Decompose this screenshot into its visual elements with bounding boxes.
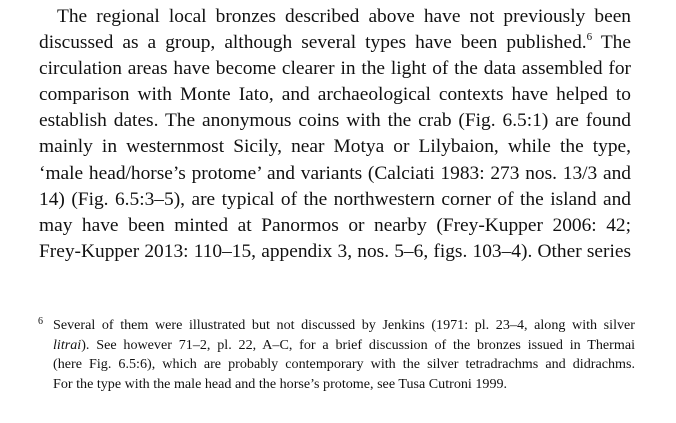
- body-line-6: mainly in westernmost Sicily, near Motya or Lilybaion, while the type,: [39, 136, 631, 158]
- footnote-line-2: [53, 336, 635, 356]
- body-line-3: circulation areas have become clearer in the light of the data assembled for: [39, 58, 631, 80]
- footnote-line-2-text: ). See however 71–2, pl. 22, A–C, for a brief discussion of the bronzes issued in Thermai: [81, 336, 635, 353]
- body-line-10: Frey-Kupper 2013: 110–15, appendix 3, nos. 5–6, figs. 103–4). Other series: [39, 240, 631, 262]
- footnote-marker: 6: [38, 316, 43, 327]
- body-line-8: 14) (Fig. 6.5:3–5), are typical of the northwestern corner of the island and: [39, 188, 631, 210]
- footnote-text: [53, 316, 635, 395]
- body-line-9: may have been minted at Panormos or nearby (Frey-Kupper 2006: 42;: [39, 214, 631, 236]
- body-paragraph: [39, 4, 631, 265]
- footnote-italic-term: litrai: [53, 336, 82, 353]
- footnote-reference[interactable]: 6: [586, 30, 593, 43]
- body-line-2-tail: The: [592, 32, 631, 54]
- body-line-1: The regional local bronzes described above have not previously been: [57, 6, 631, 27]
- footnote-line-1: Several of them were illustrated but not discussed by Jenkins (1971: pl. 23–4, along with silver: [53, 317, 635, 333]
- body-line-2-text: discussed as a group, although several types have been published.: [39, 32, 587, 54]
- footnote-line-3: (here Fig. 6.5:6), which are probably contemporary with the silver tetradrachms and didrachms.: [53, 356, 635, 373]
- body-line-2: [39, 30, 631, 56]
- body-line-7: ‘male head/horse’s protome’ and variants (Calciati 1983: 273 nos. 13/3 and: [39, 162, 631, 184]
- footnote-line-4: For the type with the male head and the horse’s protome, see Tusa Cutroni 1999.: [53, 376, 508, 393]
- body-line-4: comparison with Monte Iato, and archaeological contexts have helped to: [39, 84, 631, 106]
- body-line-5: establish dates. The anonymous coins with the crab (Fig. 6.5:1) are found: [39, 110, 631, 132]
